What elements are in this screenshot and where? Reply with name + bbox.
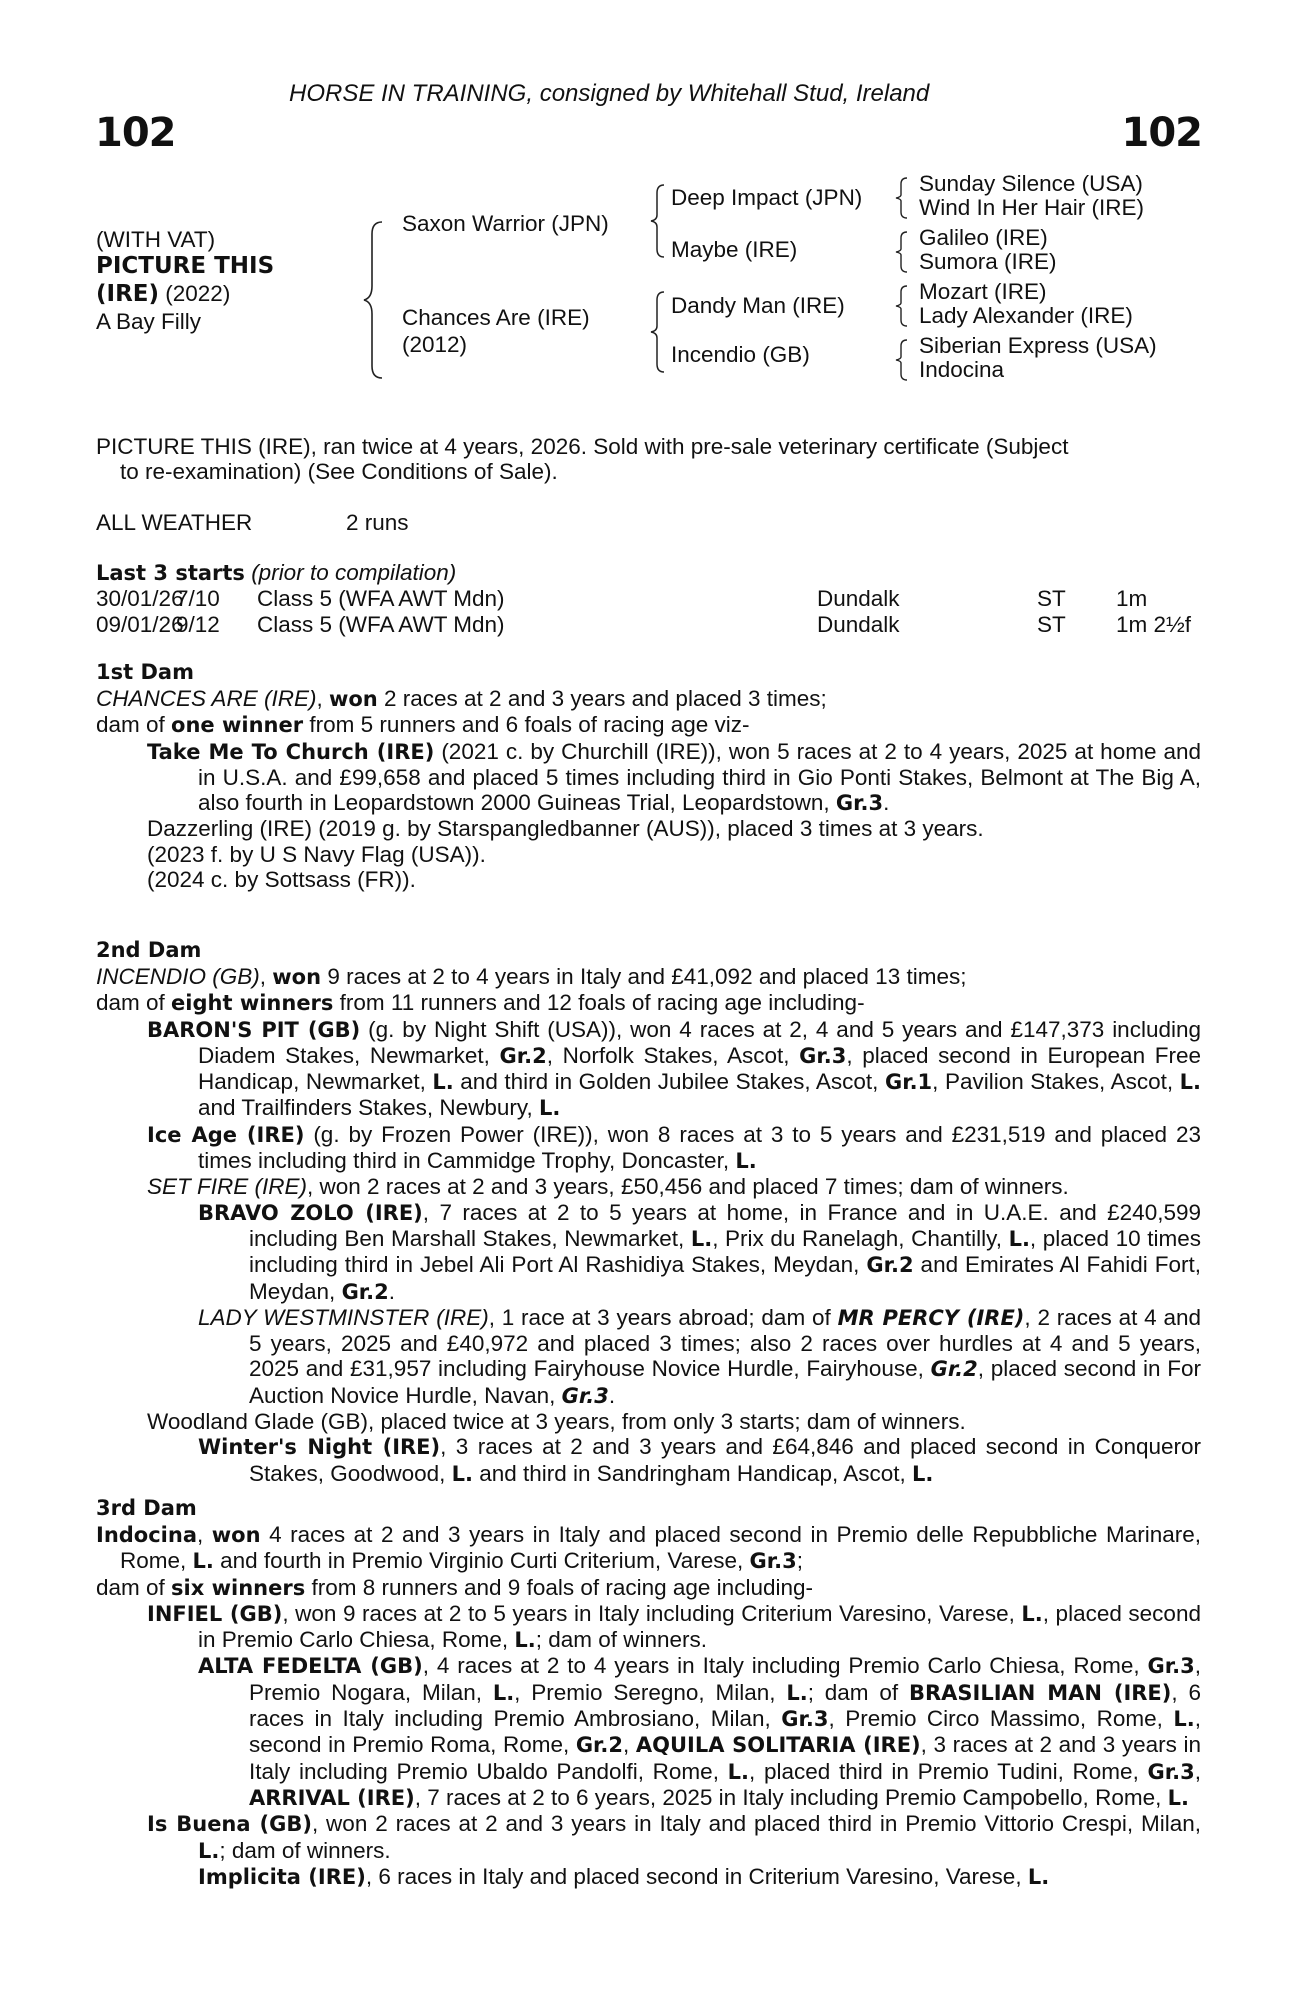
emphasis-run: L. [432, 1070, 454, 1095]
text-run: , [623, 1732, 636, 1758]
emphasis-run: won [328, 687, 378, 711]
emphasis-run: BRASILIAN MAN (IRE) [908, 1680, 1172, 1705]
text-run: 2 races at 2 and 3 years and placed 3 times; [377, 686, 827, 711]
text-run: and Emirates Al Fahidi Fort, Meydan, [249, 1252, 1201, 1304]
start-race: Class 5 (WFA AWT Mdn) [257, 586, 505, 611]
emphasis-run: Gr.2 [930, 1357, 978, 1382]
text-run: Dazzerling (IRE) (2019 g. by Starspangledbanner (AUS)), placed 3 times at 3 years. [147, 816, 984, 842]
text-run: , 1 race at 3 years abroad; dam of [488, 1304, 838, 1330]
text-run: , placed second in For Auction Novice Hurdle, Navan, [249, 1356, 1201, 1408]
last-starts-heading [96, 560, 456, 586]
pedigree-g3-2: Wind In Her Hair (IRE) [919, 195, 1145, 220]
intro-line-1: PICTURE THIS (IRE), ran twice at 4 years, 2026. Sold with pre-sale veterinary certificate (Subject [96, 434, 1069, 459]
text-run: 9 races at 2 to 4 years in Italy and £41,092 and placed 13 times; [321, 964, 967, 989]
emphasis-run: Gr.3 [1147, 1654, 1195, 1679]
pedigree-sire-sire: Deep Impact (JPN) [671, 185, 863, 210]
start-dist: 1m [1116, 586, 1148, 611]
pedigree-brace-g3 [893, 284, 915, 328]
emphasis-run: Take Me To Church (IRE) [147, 739, 435, 764]
emphasis-run: Is Buena (GB) [147, 1812, 312, 1837]
text-run: (2021 c. by Churchill (IRE)), won 5 races at 2 to 4 years, 2025 at home and in U.S.A. and £99,658 and placed 5 times including third in Gio Ponti Stakes, Belmont at The Big A, also fourth in Leopardstown 2000 Guineas Trial, Leopardstown, [198, 738, 1201, 816]
emphasis-run: won [272, 965, 322, 989]
emphasis-run: L. [1173, 1707, 1195, 1732]
vat-note: (WITH VAT) [96, 227, 216, 252]
pedigree-brace-g1 [893, 176, 915, 220]
emphasis-run: CHANCES ARE (IRE) [96, 686, 317, 711]
dam2-entry [147, 1409, 1201, 1435]
pedigree-g3-7: Siberian Express (USA) [919, 333, 1157, 358]
pedigree-g3-5: Mozart (IRE) [919, 279, 1047, 304]
pedigree-dam: Chances Are (IRE) [402, 305, 590, 330]
dam2-section [96, 964, 1201, 1487]
surface-label: ALL WEATHER [96, 510, 253, 535]
dam1-heading: 1st Dam [96, 660, 194, 684]
emphasis-run: Gr.3 [799, 1043, 847, 1068]
dam1-entry [147, 841, 1201, 867]
pedigree-g3-8: Indocina [919, 357, 1005, 382]
dam2-entry [147, 1016, 1202, 1122]
dam1-entry [96, 712, 1201, 738]
horse-identity [96, 226, 274, 335]
intro-paragraph [96, 434, 1068, 484]
emphasis-run: L. [451, 1461, 473, 1486]
text-run: 4 races at 2 and 3 years in Italy and placed second in Premio delle Repubbliche Marinare, Rome, [120, 1522, 1201, 1574]
emphasis-run: L. [1179, 1070, 1201, 1095]
start-race: Class 5 (WFA AWT Mdn) [257, 612, 505, 637]
text-run: ; dam of winners. [535, 1627, 708, 1653]
text-run: , 3 races at 2 and 3 years and £64,846 and placed second in Conqueror Stakes, Goodwood, [249, 1434, 1201, 1486]
horse-name: PICTURE THIS [96, 253, 275, 279]
start-course: Dundalk [817, 586, 900, 611]
text-run: , 7 races at 2 to 5 years at home, in France and in U.A.E. and £240,599 including Ben Marshall Stakes, Newmarket, [249, 1199, 1201, 1251]
text-run: , [316, 686, 329, 711]
text-run: , placed 10 times including third in Jebel Ali Port Al Rashidiya Stakes, Meydan, [249, 1225, 1201, 1278]
lot-number-left: 102 [95, 110, 176, 156]
start-course: Dundalk [817, 612, 900, 637]
emphasis-run: Indocina [96, 1523, 197, 1547]
emphasis-run: L. [538, 1096, 561, 1121]
dam1-entry [96, 686, 1201, 712]
emphasis-run: L. [786, 1680, 808, 1705]
pedigree-brace-sire [648, 183, 670, 259]
start-dist: 1m 2½f [1116, 612, 1192, 637]
pedigree-brace-main [360, 220, 390, 380]
text-run: and third in Golden Jubilee Stakes, Ascot, [453, 1069, 885, 1095]
text-run: from 5 runners and 6 foals of racing age viz- [303, 712, 750, 738]
start-pos: 7/10 [176, 586, 220, 611]
text-run: , [259, 964, 273, 989]
text-run: ; dam of winners. [219, 1837, 391, 1863]
text-run: ; [796, 1548, 803, 1574]
dam2-entry [96, 990, 1201, 1016]
horse-year: (2022) [159, 281, 231, 306]
emphasis-run: INCENDIO (GB) [96, 964, 260, 989]
dam1-entry [147, 816, 1201, 842]
intro-line-2: to re-examination) (See Conditions of Sale). [120, 459, 558, 484]
pedigree-brace-dam [648, 290, 670, 374]
pedigree-sire-dam: Maybe (IRE) [671, 237, 798, 262]
dam3-entry [198, 1653, 1202, 1811]
pedigree-g3-6: Lady Alexander (IRE) [919, 303, 1133, 328]
text-run: dam of [96, 712, 172, 738]
dam2-entry [147, 1121, 1201, 1175]
emphasis-run: L. [514, 1628, 536, 1653]
emphasis-run: one winner [171, 713, 304, 738]
dam2-heading: 2nd Dam [96, 938, 202, 962]
text-run: , [197, 1522, 212, 1547]
text-run: dam of [96, 990, 172, 1016]
emphasis-run: L. [198, 1838, 220, 1863]
dam3-heading: 3rd Dam [96, 1496, 197, 1520]
emphasis-run: won [211, 1523, 261, 1547]
text-run: , Pavilion Stakes, Ascot, [932, 1069, 1180, 1095]
text-run: , second in Premio Roma, Rome, [249, 1706, 1201, 1758]
dam1-entry [147, 738, 1201, 817]
text-run: , 7 races at 2 to 6 years, 2025 in Italy including Premio Campobello, Rome, [414, 1784, 1168, 1810]
text-run: , placed third in Premio Tudini, Rome, [749, 1758, 1148, 1784]
pedigree-brace-g4 [893, 338, 915, 382]
text-run: , 2 races at 4 and 5 years, 2025 and £40,972 and placed 3 times; also 2 races over hurdles at 4 and 5 years, 2025 and £31,957 including Fairyhouse Novice Hurdle, Fairyhouse, [249, 1304, 1201, 1382]
emphasis-run: LADY WESTMINSTER (IRE) [198, 1304, 489, 1330]
emphasis-run: ALTA FEDELTA (GB) [198, 1654, 423, 1679]
pedigree-g3-3: Galileo (IRE) [919, 225, 1048, 250]
emphasis-run: BARON'S PIT (GB) [147, 1017, 361, 1042]
emphasis-run: L. [492, 1680, 515, 1705]
text-run: dam of [96, 1574, 172, 1600]
last-starts-note: (prior to compilation) [244, 560, 457, 585]
text-run: Woodland Glade (GB), placed twice at 3 years, from only 3 starts; dam of winners. [147, 1409, 966, 1435]
emphasis-run: Gr.2 [499, 1043, 547, 1068]
emphasis-run: L. [192, 1549, 214, 1574]
dam2-entry [198, 1199, 1201, 1305]
emphasis-run: L. [735, 1149, 757, 1174]
text-run: (2024 c. by Sottsass (FR)). [147, 867, 416, 893]
dam2-entry [198, 1434, 1201, 1487]
emphasis-run: Gr.3 [1147, 1759, 1195, 1784]
emphasis-run: Gr.2 [866, 1253, 914, 1278]
text-run: (g. by Frozen Power (IRE)), won 8 races at 3 to 5 years and £231,519 and placed 23 times including third in Cammidge Trophy, Doncaster, [198, 1121, 1201, 1174]
text-run: ; dam of [807, 1679, 909, 1705]
dam3-entry [147, 1600, 1201, 1654]
emphasis-run: INFIEL (GB) [147, 1601, 283, 1626]
emphasis-run: Gr.3 [835, 791, 884, 816]
horse-country: (IRE) [96, 281, 160, 307]
emphasis-run: L. [727, 1759, 749, 1784]
text-run: . [388, 1278, 396, 1304]
emphasis-run: Gr.2 [341, 1279, 389, 1304]
horse-description: A Bay Filly [96, 309, 202, 334]
text-run: and fourth in Premio Virginio Curti Criterium, Varese, [213, 1548, 750, 1574]
emphasis-run: L. [1008, 1226, 1030, 1251]
dam2-entry [198, 1304, 1201, 1409]
text-run: and third in Sandringham Handicap, Ascot, [472, 1460, 912, 1486]
emphasis-run: Implicita (IRE) [198, 1864, 366, 1889]
text-run: , 6 races in Italy including Premio Ambrosiano, Milan, [249, 1679, 1201, 1732]
emphasis-run: eight winners [171, 991, 334, 1016]
lot-number-right: 102 [1121, 110, 1202, 156]
dam2-entry [147, 1174, 1201, 1200]
emphasis-run: six winners [171, 1575, 306, 1600]
text-run: , placed second in European Free Handicap, Newmarket, [198, 1042, 1201, 1095]
start-date: 30/01/26 [96, 586, 184, 611]
pedigree-dam-sire: Dandy Man (IRE) [671, 293, 845, 318]
emphasis-run: Gr.3 [781, 1707, 829, 1732]
emphasis-run: SET FIRE (IRE) [147, 1174, 308, 1200]
dam3-entry [198, 1863, 1201, 1890]
emphasis-run: ARRIVAL (IRE) [249, 1785, 415, 1810]
text-run: . [608, 1382, 616, 1408]
text-run: , Premio Circo Massimo, Rome, [828, 1706, 1174, 1732]
text-run: and Trailfinders Stakes, Newbury, [198, 1095, 539, 1121]
dam3-entry [96, 1522, 1201, 1575]
text-run: , Norfolk Stakes, Ascot, [546, 1042, 800, 1068]
text-run: . [883, 790, 890, 816]
text-run: (g. by Night Shift (USA)), won 4 races at 2, 4 and 5 years and £147,373 including Diadem Stakes, Newmarket, [198, 1016, 1202, 1068]
emphasis-run: L. [690, 1226, 713, 1251]
text-run: , Prix du Ranelagh, Chantilly, [712, 1225, 1009, 1251]
dam2-entry [96, 964, 1201, 990]
dam1-section [96, 686, 1201, 892]
text-run: , won 2 races at 2 and 3 years in Italy and placed third in Premio Vittorio Crespi, Milan, [311, 1811, 1202, 1837]
pedigree-dam-dam: Incendio (GB) [671, 342, 810, 367]
dam3-section [96, 1522, 1201, 1890]
emphasis-run: Winter's Night (IRE) [198, 1435, 441, 1460]
text-run: , won 9 races at 2 to 5 years in Italy including Criterium Varesino, Varese, [282, 1600, 1022, 1626]
emphasis-run: Gr.1 [884, 1070, 933, 1095]
pedigree-brace-g2 [893, 230, 915, 274]
pedigree-dam-year: (2012) [402, 332, 468, 357]
last-starts-title: Last 3 starts [96, 561, 245, 585]
emphasis-run: AQUILA SOLITARIA (IRE) [635, 1733, 921, 1758]
text-run: from 8 runners and 9 foals of racing age including- [305, 1574, 813, 1600]
pedigree-g3-4: Sumora (IRE) [919, 249, 1057, 274]
pedigree-g3-1: Sunday Silence (USA) [919, 171, 1143, 196]
text-run: , placed second in Premio Carlo Chiesa, Rome, [198, 1600, 1201, 1653]
catalogue-header: HORSE IN TRAINING, consigned by Whitehall Stud, Ireland [289, 80, 930, 107]
surface-runs: 2 runs [346, 510, 409, 535]
text-run: , 3 races at 2 and 3 years in Italy including Premio Ubaldo Pandolfi, Rome, [249, 1732, 1201, 1784]
emphasis-run: Gr.3 [749, 1549, 797, 1574]
start-pos: 9/12 [176, 612, 220, 637]
emphasis-run: Ice Age (IRE) [147, 1122, 305, 1147]
start-going: ST [1037, 586, 1066, 611]
emphasis-run: L. [1021, 1601, 1043, 1626]
emphasis-run: BRAVO ZOLO (IRE) [198, 1200, 423, 1225]
start-going: ST [1037, 612, 1066, 637]
text-run: , Premio Seregno, Milan, [514, 1679, 787, 1705]
dam1-entry [147, 867, 1201, 893]
emphasis-run: Gr.3 [561, 1383, 609, 1408]
text-run: (2023 f. by U S Navy Flag (USA)). [147, 841, 486, 867]
emphasis-run: MR PERCY (IRE) [837, 1305, 1025, 1330]
dam3-entry [96, 1575, 1201, 1601]
pedigree-sire: Saxon Warrior (JPN) [402, 211, 609, 236]
text-run: , [1194, 1758, 1201, 1784]
text-run: , 4 races at 2 to 4 years in Italy including Premio Carlo Chiesa, Rome, [422, 1653, 1148, 1679]
emphasis-run: L. [1027, 1864, 1050, 1889]
emphasis-run: Gr.2 [575, 1733, 624, 1758]
text-run: , Premio Nogara, Milan, [249, 1653, 1202, 1705]
text-run: from 11 runners and 12 foals of racing age including- [333, 990, 865, 1016]
emphasis-run: L. [1167, 1785, 1189, 1810]
text-run: , 6 races in Italy and placed second in Criterium Varesino, Varese, [365, 1863, 1028, 1889]
dam3-entry [147, 1811, 1202, 1864]
emphasis-run: L. [912, 1461, 934, 1486]
start-date: 09/01/26 [96, 612, 184, 637]
text-run: , won 2 races at 2 and 3 years, £50,456 and placed 7 times; dam of winners. [307, 1174, 1069, 1200]
